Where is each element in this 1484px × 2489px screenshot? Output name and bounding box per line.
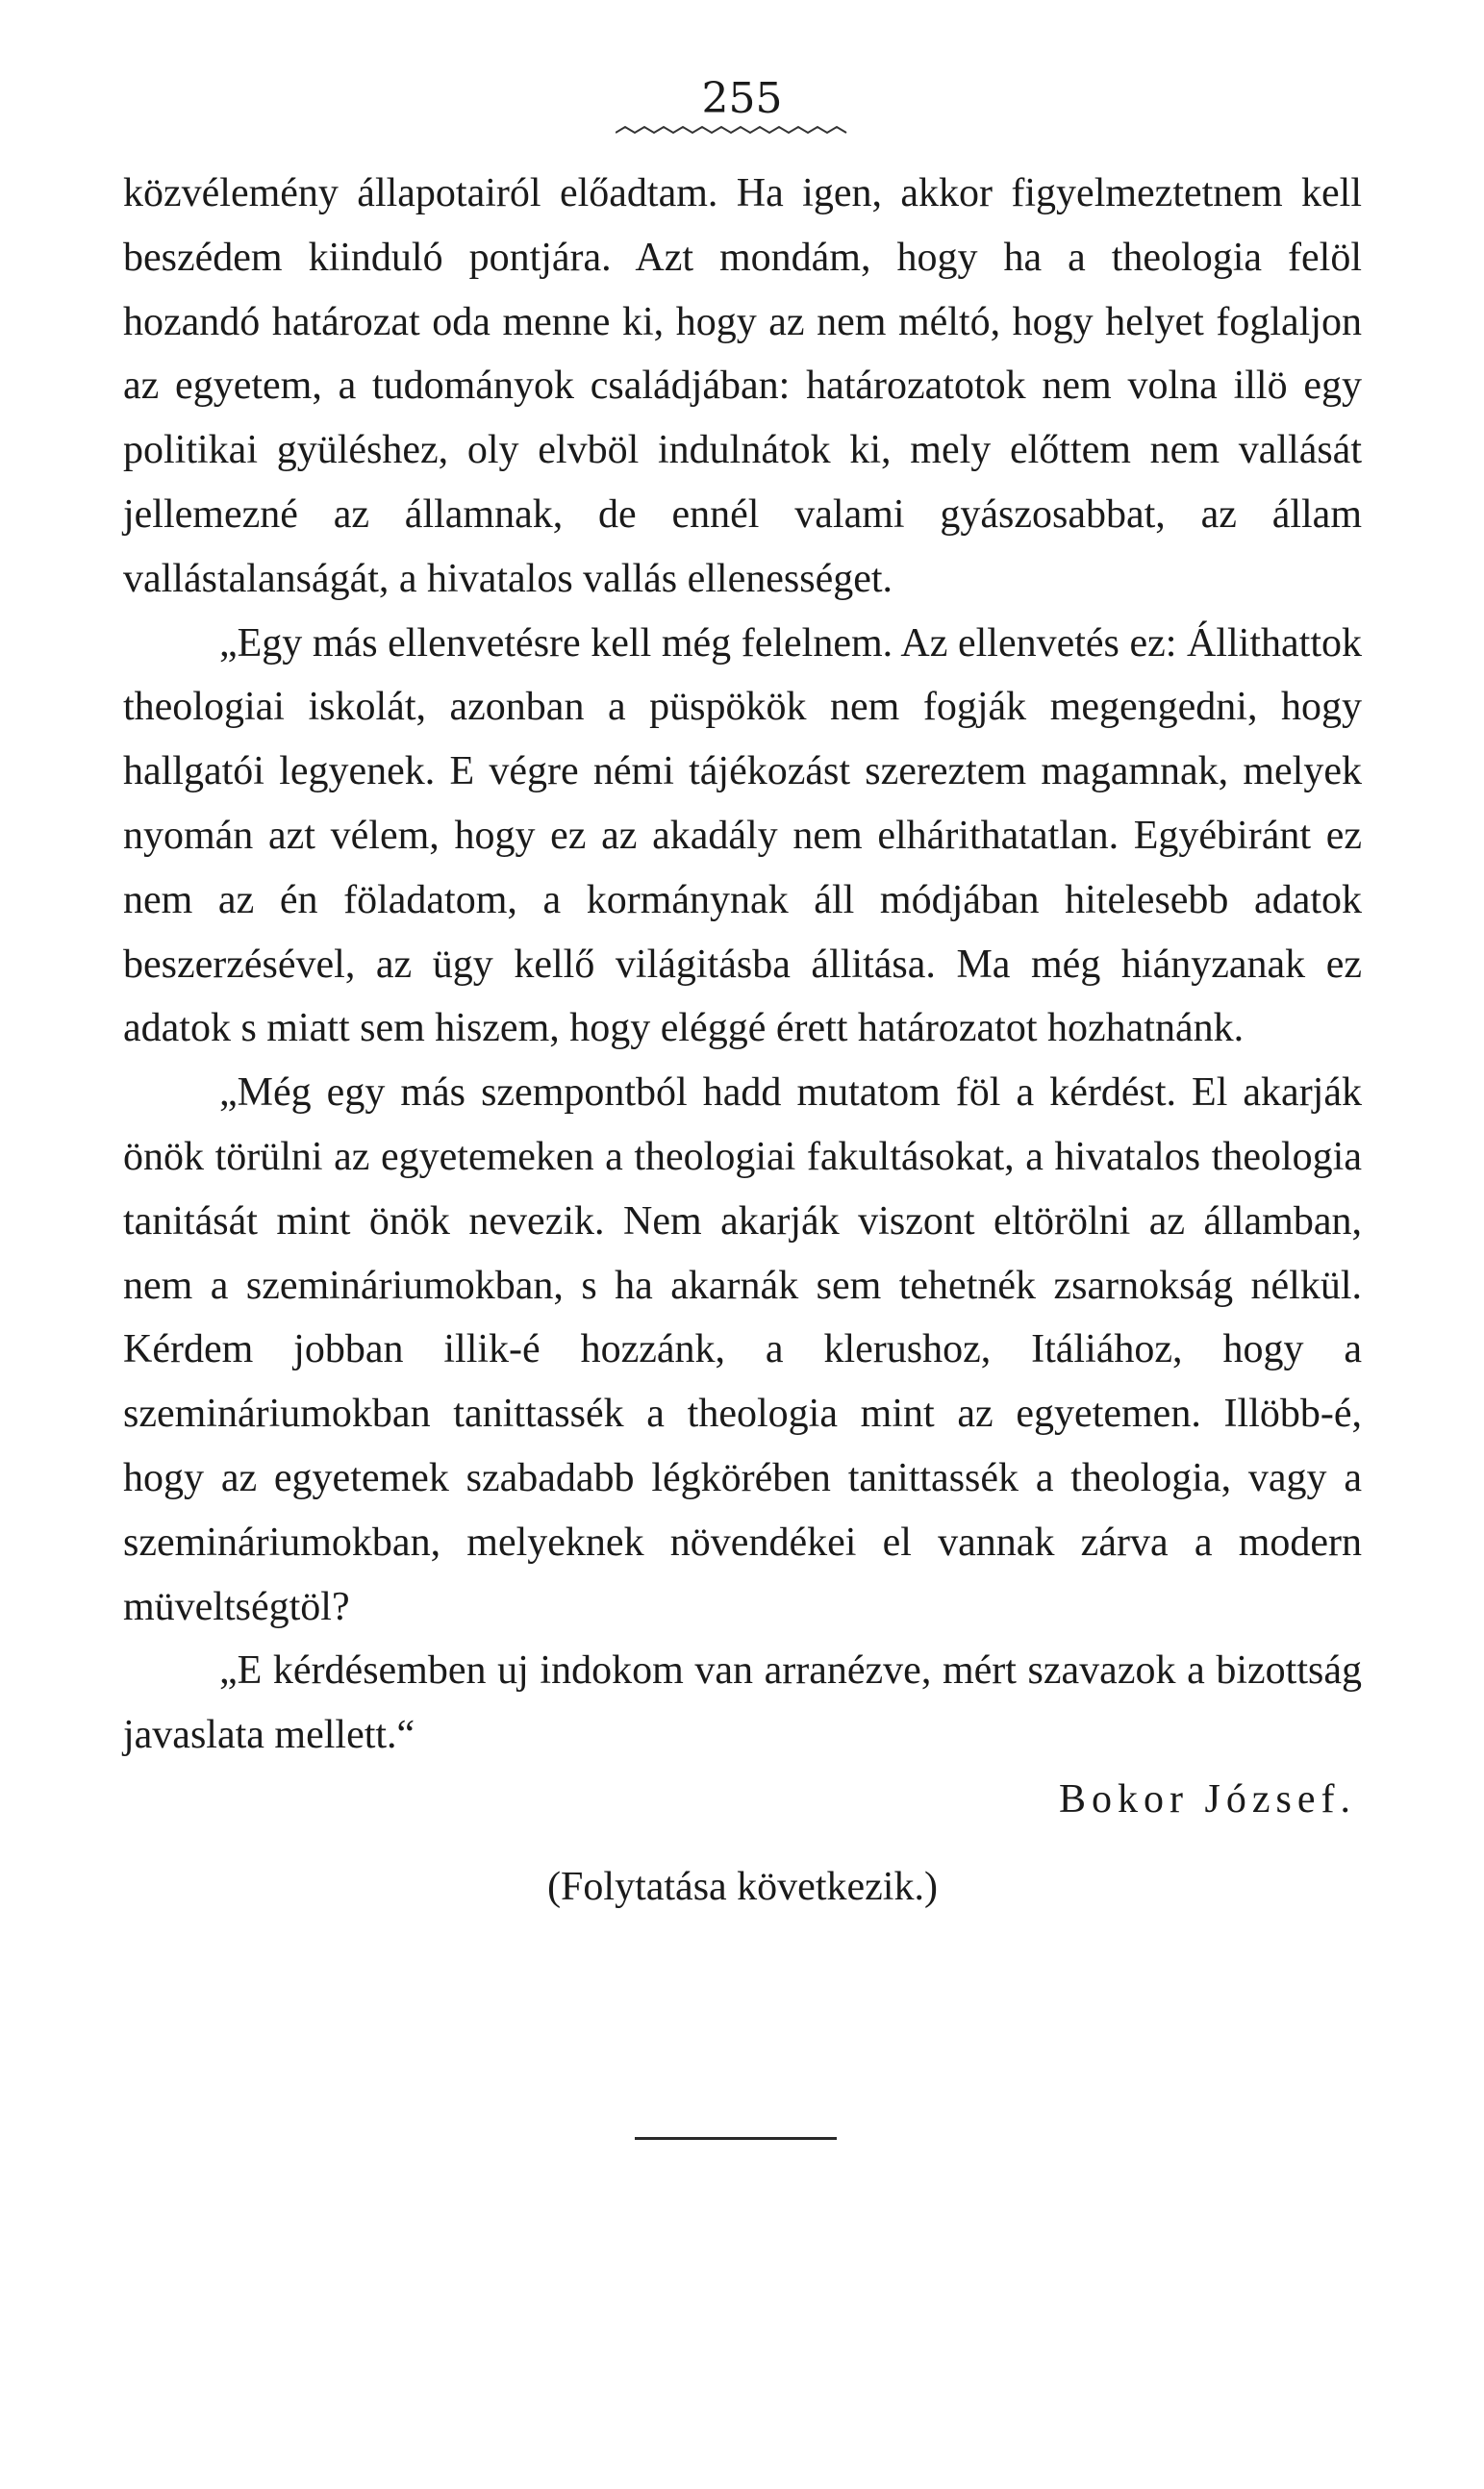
continuation-note: (Folytatása következik.) — [547, 1864, 938, 1909]
end-rule — [635, 2137, 837, 2140]
page-number: 255 — [701, 74, 783, 123]
paragraph-3: „Még egy más szempontból hadd mutatom föl a kérdést. El akarják önök törülni az egyetemeken a theologiai fakultásokat, a hivatalos theologia tanitását mint önök nevezik. Nem akarják viszont eltörölni az államban, nem a szemináriumokban, s ha akarnák sem tehetnék zsarnokság nélkül. Kérdem jobban illik-é hozzánk, a klerushoz, Itáliához, hogy a szemináriumokban tanittassék a theologia mint az egyetemen. Illöbb-é, hogy az egyetemek szabadabb légkörében tanittassék a theologia, vagy a szemináriumokban, melyeknek növendékei el vannak zárva a modern müveltségtöl? — [123, 1070, 1362, 1629]
paragraph-4: „E kérdésemben uj indokom van arranézve, mért szavazok a bizottság javaslata mellett.“ — [123, 1648, 1362, 1758]
body-text — [123, 162, 1362, 1920]
paragraph-2: „Egy más ellenvetésre kell még felelnem. Az ellenvetés ez: Állithattok theologiai iskolát, azonban a püspökök nem fogják megengedni, hogy hallgatói legyenek. E végre némi tájékozást szereztem magamnak, melyek nyomán azt vélem, hogy ez az akadály nem elhárithatatlan. Egyébiránt ez nem az én föladatom, a kormánynak áll módjában hitelesebb adatok beszerzésével, az ügy kellő világitásba állitása. Ma még hiányzanak ez adatok s miatt sem hiszem, hogy eléggé érett határozatot hozhatnánk. — [123, 620, 1362, 1051]
author-signature: Bokor József. — [1059, 1776, 1356, 1822]
paragraph-1: közvélemény állapotairól előadtam. Ha igen, akkor figyelmeztetnem kell beszédem kiinduló pontjára. Azt mondám, hogy ha a theologia felöl hozandó határozat oda menne ki, hogy az nem méltó, hogy helyet foglaljon az egyetem, a tudományok családjában: határozatotok nem volna illö egy politikai gyüléshez, oly elvböl indulnátok ki, mely előttem nem vallását jellemezné az államnak, de ennél valami gyászosabbat, az állam vallástalanságát, a hivatalos vallás ellenességet. — [123, 171, 1362, 601]
page-number-ornament — [616, 125, 856, 140]
